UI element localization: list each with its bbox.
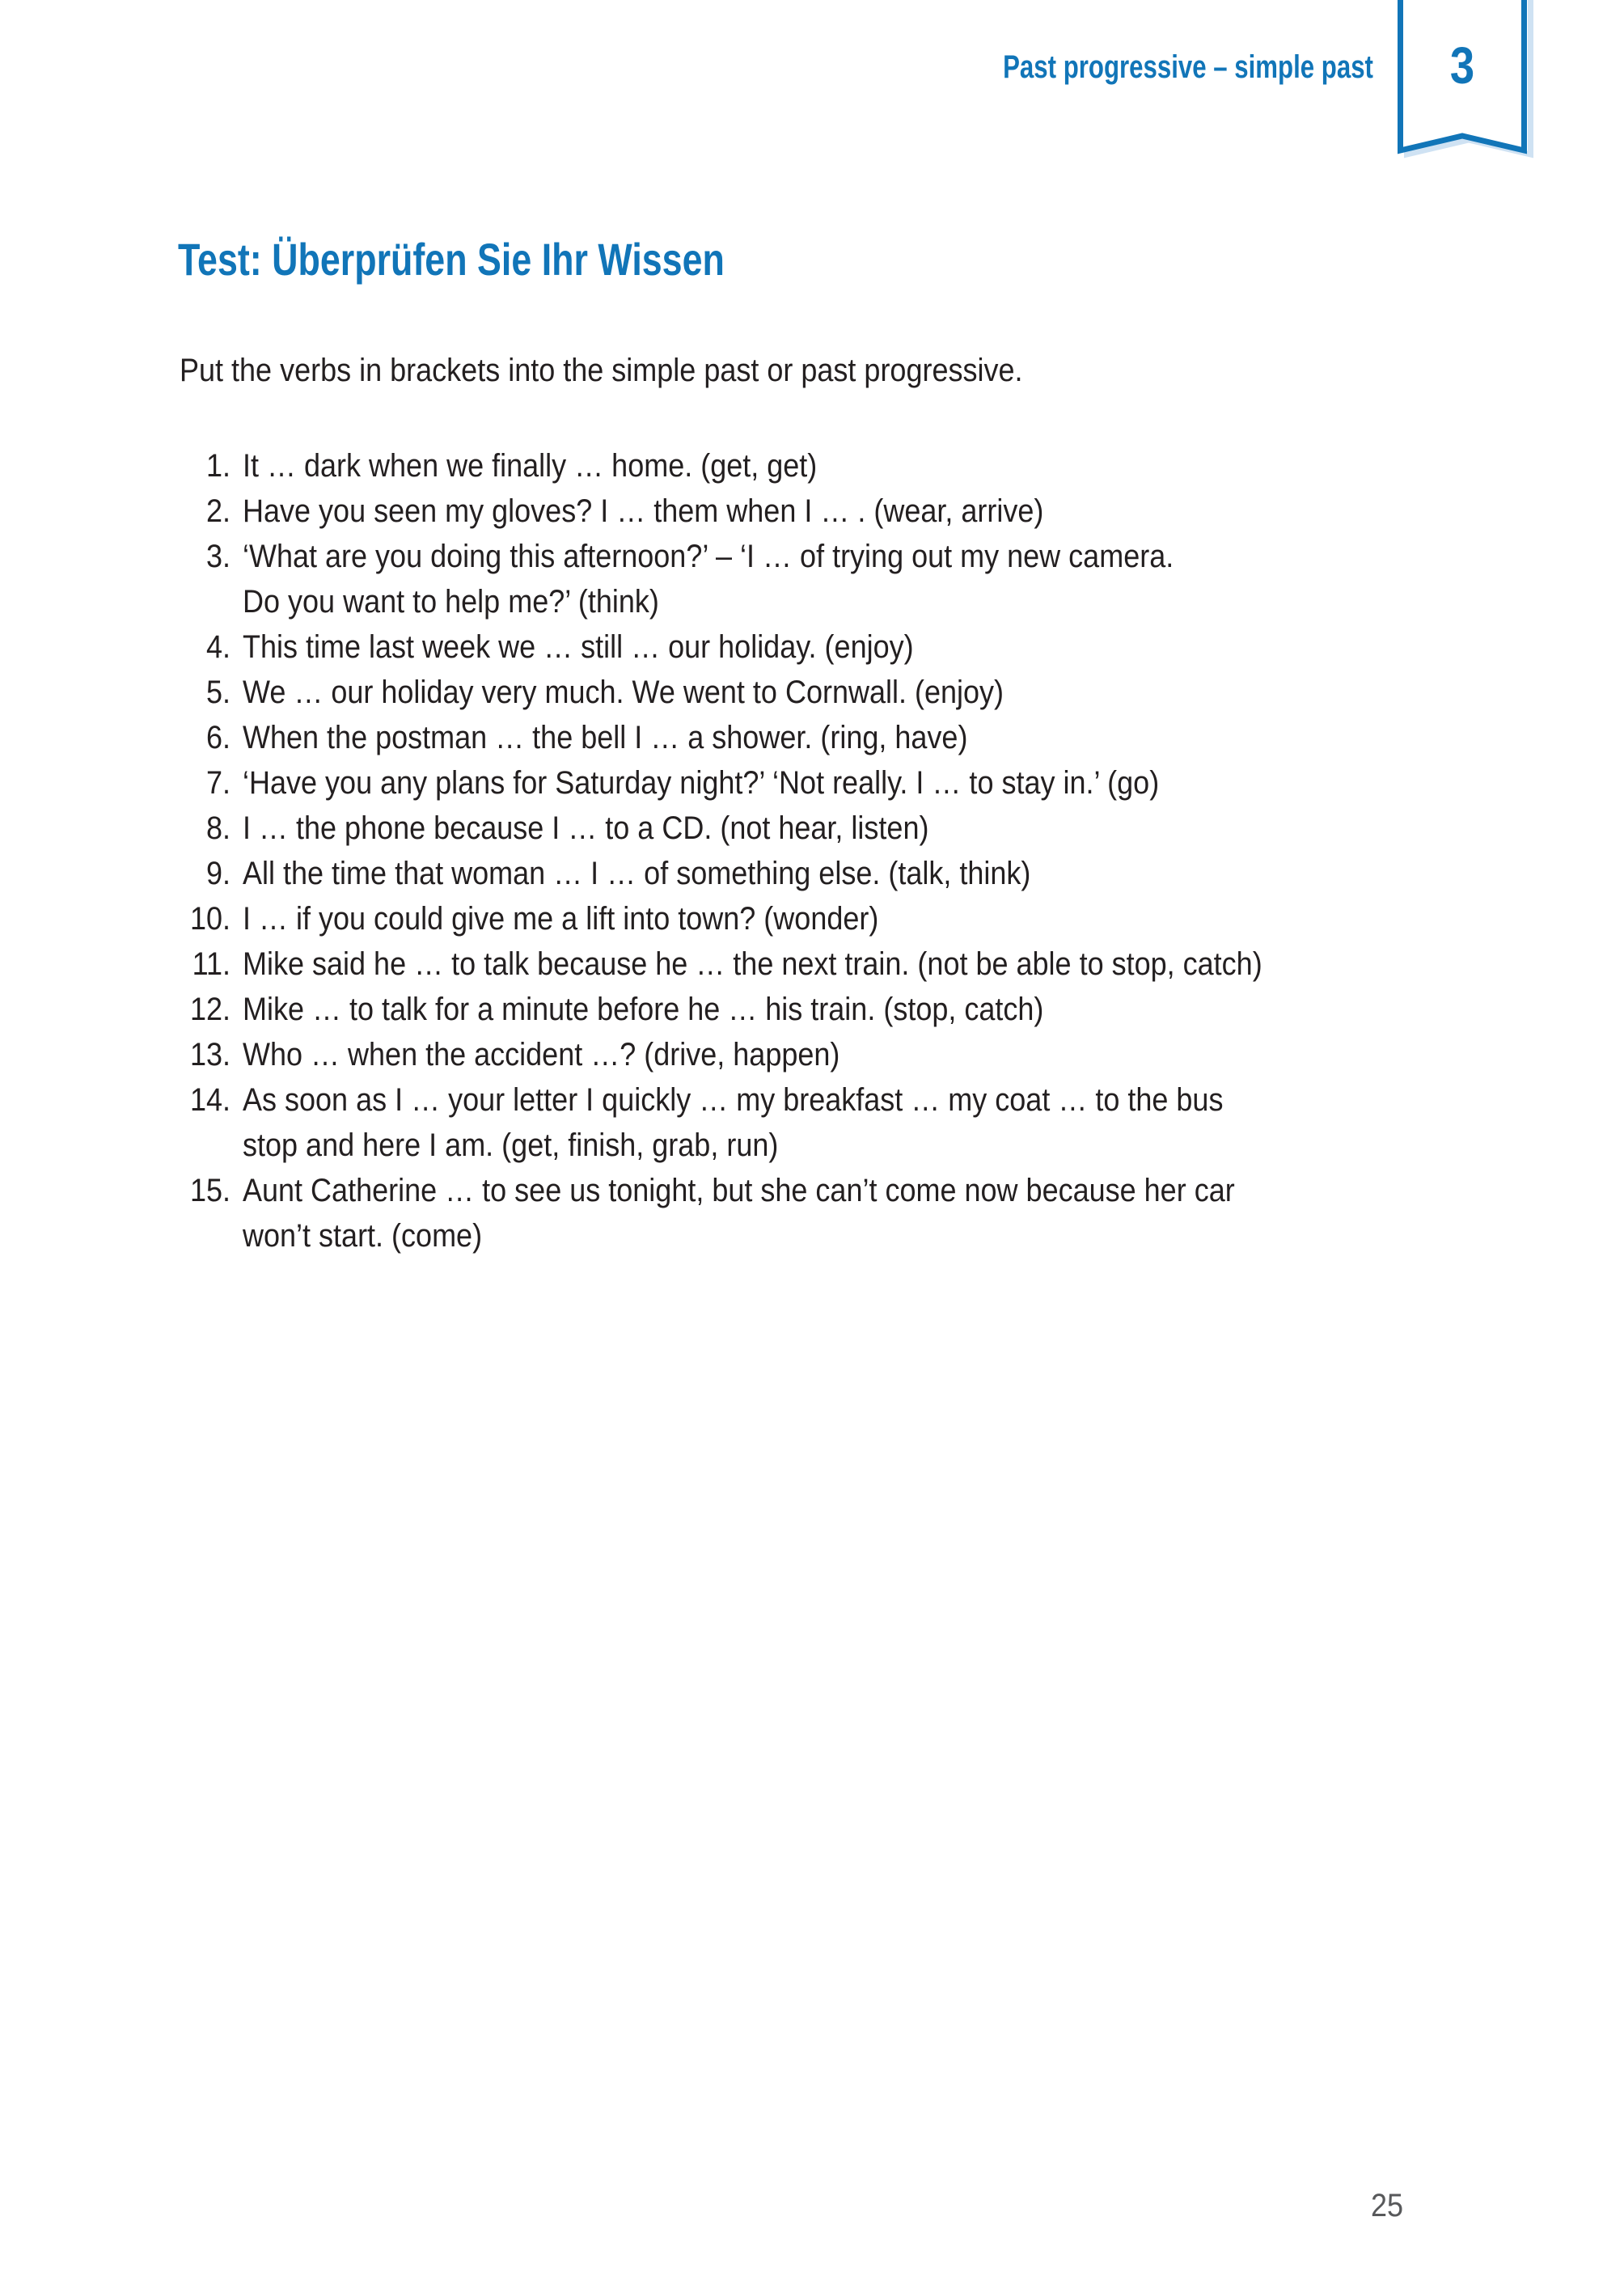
list-item-line [174, 941, 1484, 987]
instruction-text: Put the verbs in brackets into the simple past or past progressive. [180, 353, 1023, 388]
list-item-line [174, 1168, 1484, 1213]
list-item-text: Have you seen my gloves? I … them when I … . (wear, arrive) [243, 493, 1044, 529]
list-item-line [174, 760, 1484, 806]
list-item-text: I … the phone because I … to a CD. (not hear, listen) [243, 810, 929, 846]
list-item-text: Aunt Catherine … to see us tonight, but she can’t come now because her car [243, 1173, 1235, 1208]
chapter-ribbon [1398, 0, 1527, 170]
list-item-number: 15. [189, 1173, 230, 1208]
list-item-number: 7. [205, 765, 230, 801]
list-item-number: 8. [205, 810, 230, 846]
list-item-number: 1. [205, 448, 230, 484]
list-item-line [174, 987, 1484, 1032]
list-item-number: 6. [205, 720, 230, 755]
list-item-text: This time last week we … still … our holiday. (enjoy) [243, 629, 914, 665]
list-item-number: 11. [192, 946, 230, 982]
list-item-text: ‘Have you any plans for Saturday night?’ ‘Not really. I … to stay in.’ (go) [243, 765, 1160, 801]
list-item-line [174, 851, 1484, 896]
chapter-header-label: Past progressive – simple past [1003, 49, 1373, 85]
list-item-line [174, 896, 1484, 941]
list-item-line [174, 1032, 1484, 1077]
list-item-line [174, 670, 1484, 715]
list-item-line [174, 1213, 1484, 1259]
exercise-list [174, 443, 1484, 1259]
page-title: Test: Überprüfen Sie Ihr Wissen [178, 234, 725, 285]
list-item-number: 12. [189, 992, 230, 1027]
list-item-text: stop and here I am. (get, finish, grab, run) [243, 1127, 779, 1163]
list-item-number: 13. [189, 1037, 230, 1072]
list-item-line [174, 806, 1484, 851]
list-item-number: 5. [205, 675, 230, 710]
list-item-number: 9. [205, 856, 230, 891]
chapter-number: 3 [1449, 36, 1475, 95]
list-item-text: Do you want to help me?’ (think) [243, 584, 659, 620]
list-item-line [174, 1077, 1484, 1123]
list-item-line [174, 579, 1484, 624]
list-item-number [180, 579, 230, 624]
list-item-text: When the postman … the bell I … a shower. (ring, have) [243, 720, 968, 755]
list-item-text: Mike said he … to talk because he … the next train. (not be able to stop, catch) [243, 946, 1262, 982]
list-item-number [180, 1123, 230, 1168]
list-item-text: Mike … to talk for a minute before he … his train. (stop, catch) [243, 992, 1044, 1027]
list-item-text: Who … when the accident …? (drive, happen) [243, 1037, 840, 1072]
list-item-line [174, 715, 1484, 760]
list-item-number: 2. [205, 493, 230, 529]
list-item-line [174, 1123, 1484, 1168]
list-item-text: won’t start. (come) [243, 1218, 483, 1254]
list-item-line [174, 489, 1484, 534]
page-number: 25 [1371, 2188, 1404, 2223]
list-item-text: It … dark when we finally … home. (get, get) [243, 448, 818, 484]
list-item-number: 14. [189, 1082, 230, 1118]
list-item-number [180, 1213, 230, 1259]
list-item-text: As soon as I … your letter I quickly … my breakfast … my coat … to the bus [243, 1082, 1224, 1118]
list-item-text: All the time that woman … I … of something else. (talk, think) [243, 856, 1031, 891]
list-item-number: 3. [205, 539, 230, 574]
list-item-number: 4. [205, 629, 230, 665]
list-item-line [174, 534, 1484, 579]
list-item-line [174, 443, 1484, 489]
list-item-text: I … if you could give me a lift into town? (wonder) [243, 901, 879, 937]
list-item-number: 10. [189, 901, 230, 937]
list-item-text: ‘What are you doing this afternoon?’ – ‘I … of trying out my new camera. [243, 539, 1174, 574]
list-item-line [174, 624, 1484, 670]
list-item-text: We … our holiday very much. We went to Cornwall. (enjoy) [243, 675, 1004, 710]
